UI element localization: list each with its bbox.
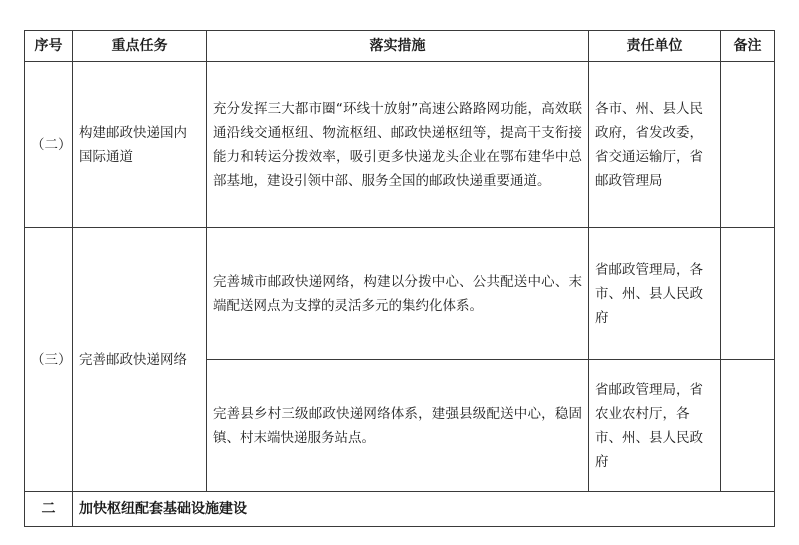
- measure-cell: 完善城市邮政快递网络，构建以分拨中心、公共配送中心、末端配送网点为支撑的灵活多元的集约化体系。: [207, 228, 589, 360]
- header-unit: 责任单位: [589, 31, 721, 62]
- table-row: [25, 228, 775, 360]
- remark-cell: [721, 228, 775, 360]
- header-no: 序号: [25, 31, 73, 62]
- task-cell: 完善邮政快递网络: [73, 228, 207, 492]
- section-row: [25, 492, 775, 527]
- task-table: [24, 30, 775, 527]
- header-measures: 落实措施: [207, 31, 589, 62]
- remark-cell: [721, 360, 775, 492]
- measure-cell: 充分发挥三大都市圈“环线十放射”高速公路路网功能，高效联通沿线交通枢纽、物流枢纽、邮政快递枢纽等，提高干支衔接能力和转运分拨效率，吸引更多快递龙头企业在鄂布建华中总部基地，建设引领中部、服务全国的邮政快递重要通道。: [207, 62, 589, 228]
- unit-cell: 各市、州、县人民政府，省发改委，省交通运输厅，省邮政管理局: [589, 62, 721, 228]
- row-number: （三）: [25, 228, 73, 492]
- table-row: [25, 62, 775, 228]
- unit-cell: 省邮政管理局，各市、州、县人民政府: [589, 228, 721, 360]
- unit-cell: 省邮政管理局，省农业农村厅，各市、州、县人民政府: [589, 360, 721, 492]
- measure-cell: 完善县乡村三级邮政快递网络体系，建强县级配送中心，稳固镇、村末端快递服务站点。: [207, 360, 589, 492]
- row-number: （二）: [25, 62, 73, 228]
- task-cell: 构建邮政快递国内国际通道: [73, 62, 207, 228]
- header-remark: 备注: [721, 31, 775, 62]
- section-number: 二: [25, 492, 73, 527]
- section-title: 加快枢纽配套基础设施建设: [73, 492, 775, 527]
- header-task: 重点任务: [73, 31, 207, 62]
- remark-cell: [721, 62, 775, 228]
- header-row: [25, 31, 775, 62]
